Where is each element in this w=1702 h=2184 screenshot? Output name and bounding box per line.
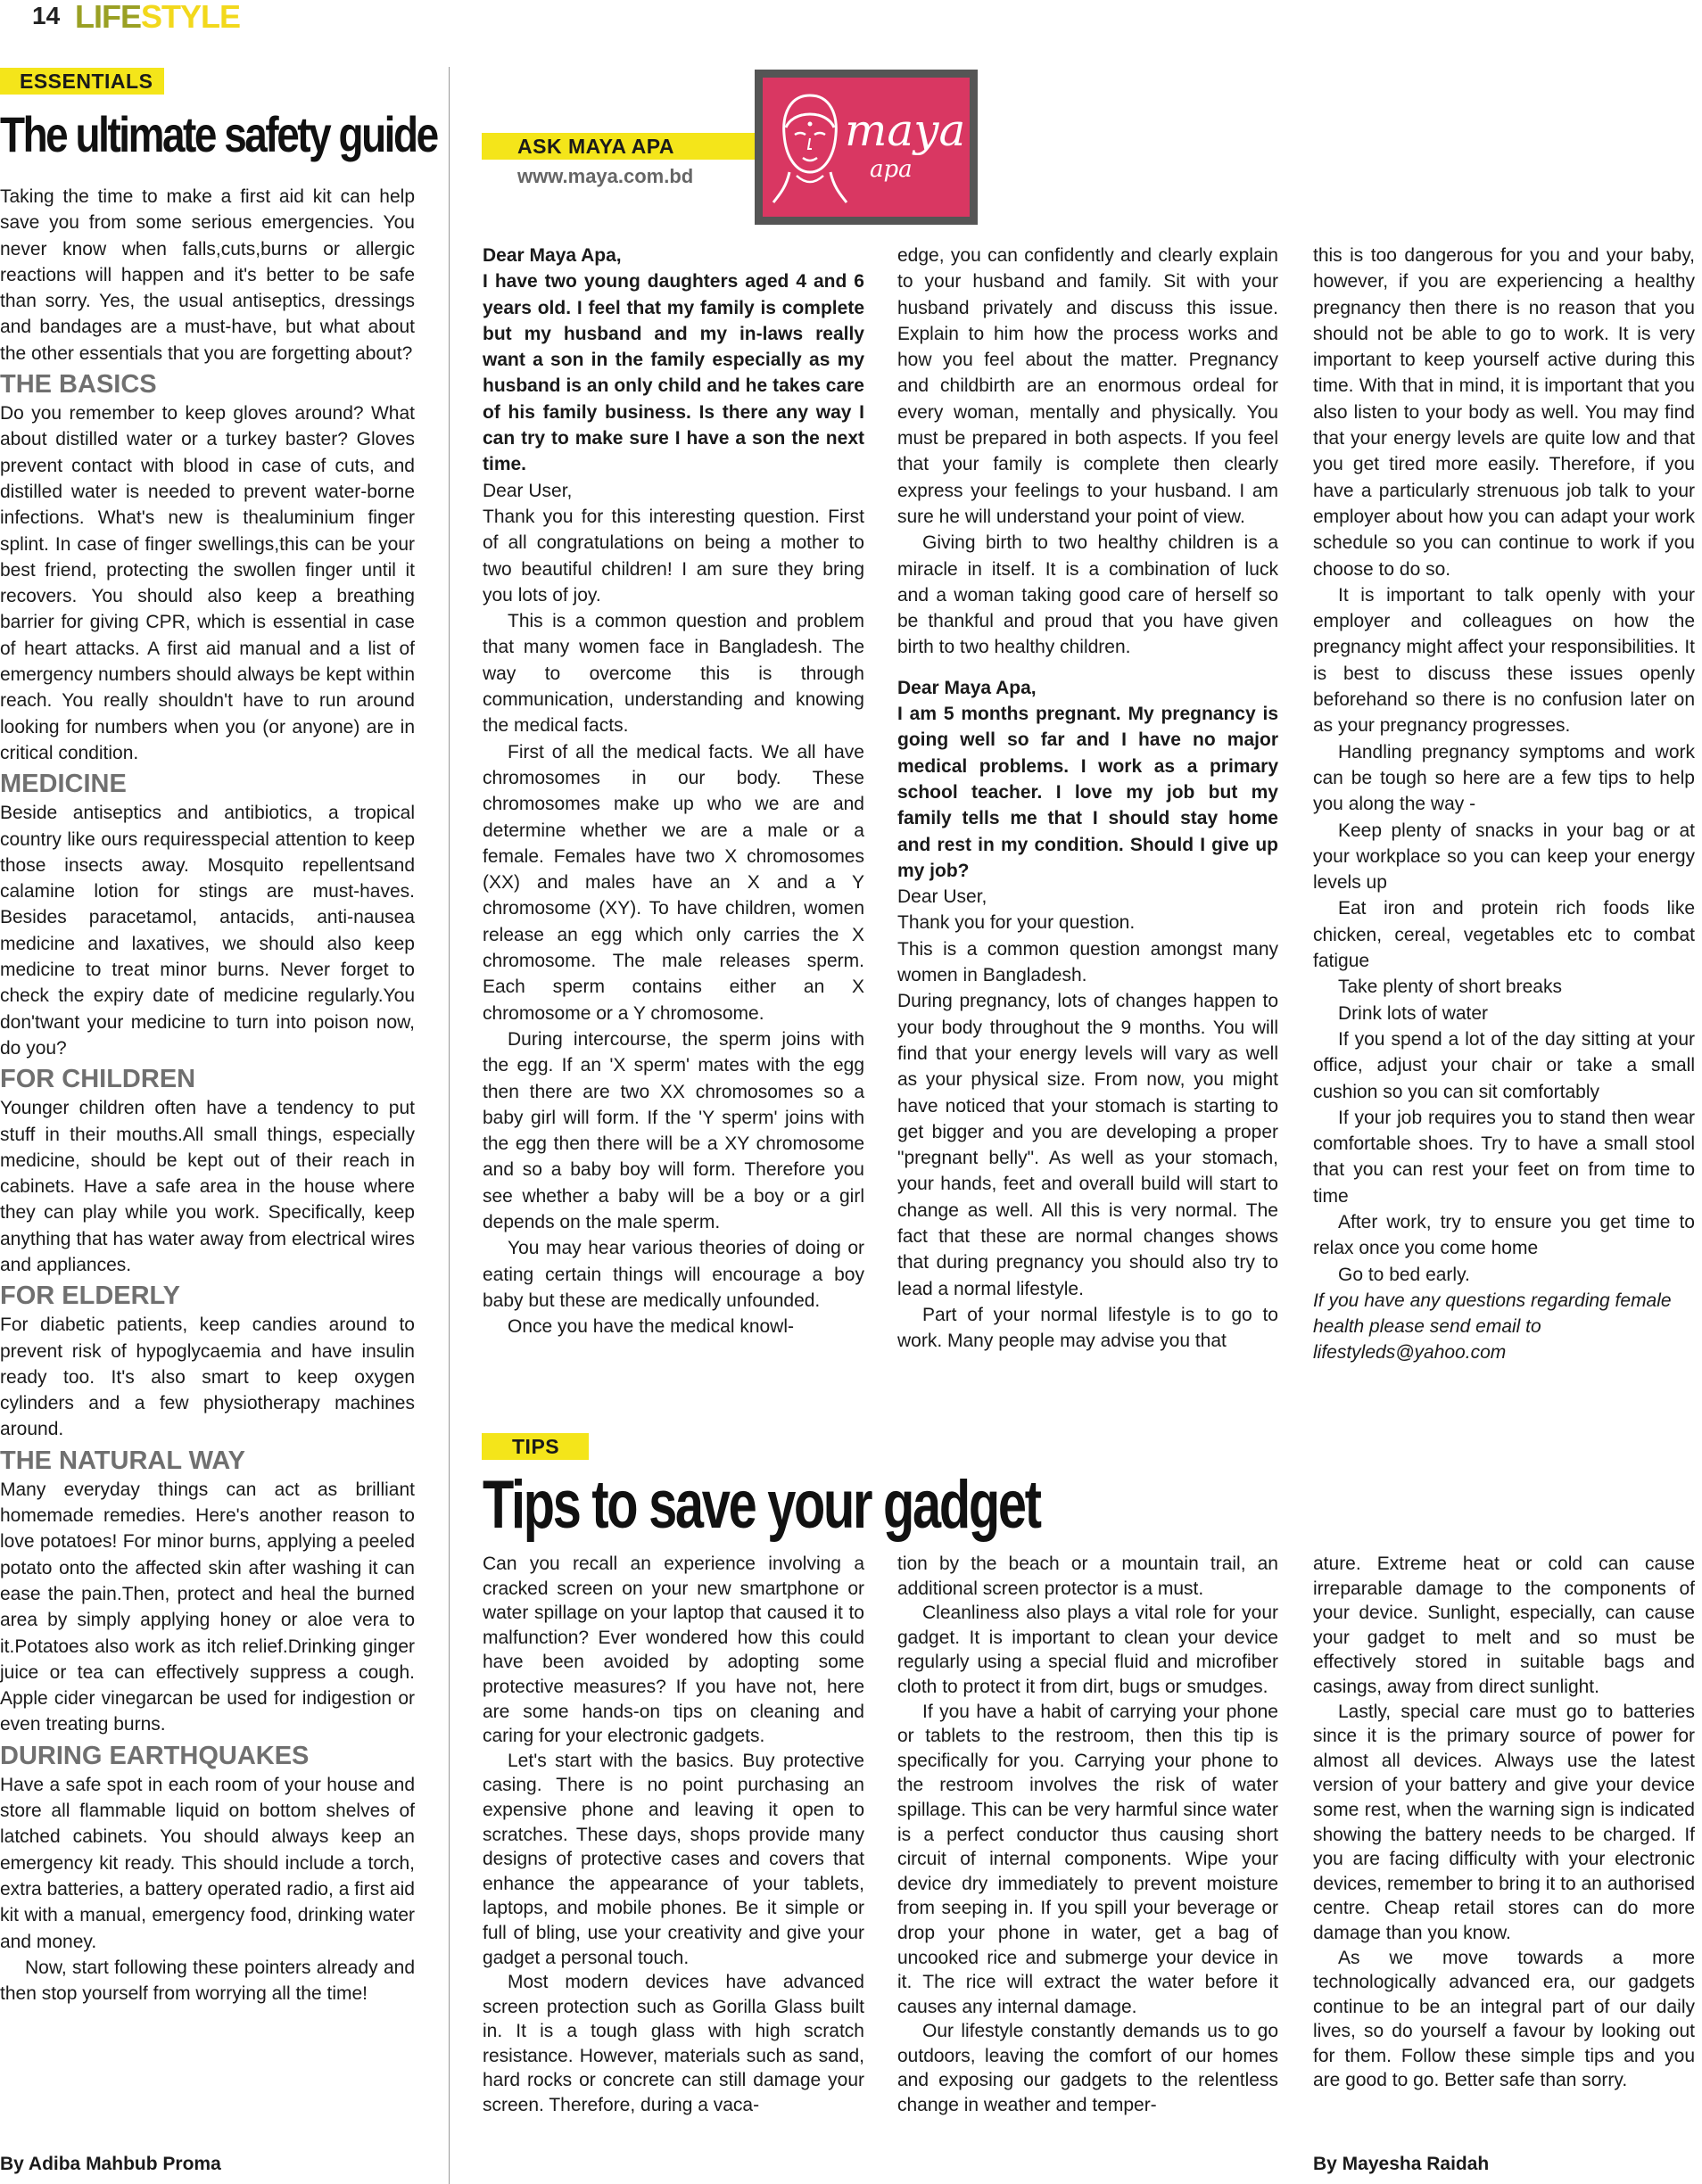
maya-a1-p7: edge, you can confidently and clearly explain to your husband and family. Sit with your husband privately and discuss this issue. Explain to him how the process works and how you feel about the matter. Pregnancy and childbirth are an enormous ordeal for every woman, mentally and physically. You must be prepared in both aspects. If you feel that your family is complete then clearly express your feelings to your husband. I am sure he will understand your point of view. <box>897 245 1278 527</box>
maya-q2-salutation: Dear Maya Apa, <box>897 677 1037 698</box>
maya-a2-p1: Thank you for your question. <box>897 912 1136 934</box>
maya-a1-p8: Giving birth to two healthy children is a miracle in itself. It is a combination of luck and a woman taking good care of herself so be thankful and proud that you have given birth to two healthy children. <box>897 532 1278 658</box>
earthquakes-body: Have a safe spot in each room of your house and store all flammable liquid on bottom shelves of latched cabinets. You should always keep an emergency kit ready. This should include a torch, extra batteries, a battery operated radio, a first aid kit with a manual, emergency food, drinking water and money. <box>0 1774 415 1952</box>
gadget-p9: Lastly, special care must go to batteries since it is the primary source of power for almost all devices. Always use the latest version of your battery and give your device some rest, when the warning sign is indicated showing the battery needs to be charged. If you are facing difficulty with your electronic devices, remember to bring it to an authorised centre. Cheap retail stores can do more damage than you know. <box>1313 1701 1695 1943</box>
gadget-p2: Let's start with the basics. Buy protective casing. There is no point purchasing an expensive phone and leaving it open to scratches. These days, shops provide many designs of protective cases and covers that enhance the appearance of your tablets, laptops, and mobile phones. Be it simple or full of bling, use your creativity and give your gadget a personal touch. <box>483 1750 864 1968</box>
maya-url: www.maya.com.bd <box>517 165 694 187</box>
gadget-p8: ature. Extreme heat or cold can cause irreparable damage to the components of your device. Sunlight, especially, can cause your gadget to melt and so must be effectively stored in suitable bags and casings, away from direct sunlight. <box>1313 1554 1695 1697</box>
essentials-tag: ESSENTIALS <box>0 68 164 95</box>
maya-a2-p7: Handling pregnancy symptoms and work can be tough so here are a few tips to help you along the way - <box>1313 741 1695 815</box>
maya-column-2 <box>897 243 1278 1354</box>
maya-a1-p3: First of all the medical facts. We all have chromosomes in our body. These chromosomes make up who we are and determine whether we are a male or a female. Females have two X chromosomes (XX) and males have an X and a Y chromosome (XY). To have children, women release an egg which only carries the X chromosome. The male releases sperm. Each sperm contains either an X chromosome or a Y chromosome. <box>483 741 864 1024</box>
maya-tip-item: Take plenty of short breaks <box>1338 977 1562 998</box>
maya-q1-salutation: Dear Maya Apa, <box>483 245 622 266</box>
maya-a2-p2: This is a common question amongst many women in Bangladesh. <box>897 938 1278 986</box>
elderly-body: For diabetic patients, keep candies around to prevent risk of hypoglycaemia and have insulin ready too. It's also smart to keep oxygen cylinders and a few physiotherapy machines around. <box>0 1315 415 1440</box>
maya-tip-item: If your job requires you to stand then wear comfortable shoes. Try to have a small stool that you can rest your feet on from time to time <box>1313 1107 1695 1207</box>
gadget-column-1 <box>483 1552 864 2118</box>
maya-a2-p5: this is too dangerous for you and your baby, however, if you are experiencing a healthy pregnancy then there is no reason that you should not be able to go to work. It is very important to keep yourself active during this time. With that in mind, it is important that you also listen to your body as well. You may find that your energy levels are quite low and that you get tired more easily. Therefore, if you have a particularly strenuous job talk to your employer about how you can adapt your work schedule so you can continue to work if you choose to do so. <box>1313 245 1695 580</box>
maya-tip-item: If you spend a lot of the day sitting at your office, adjust your chair or take a small cushion so you can sit comfortably <box>1313 1028 1695 1102</box>
gadget-p10: As we move towards a more technologically advanced era, our gadgets continue to be an integral part of our daily lives, so do yourself a favour by looking out for them. Follow these simple tips and you are good to go. Better safe than sorry. <box>1313 1947 1695 2091</box>
section-name-style: STYLE <box>141 0 241 35</box>
essentials-closing: Now, start following these pointers already and then stop yourself from worrying all the time! <box>0 1957 415 2005</box>
maya-logo-subtext: apa <box>870 156 913 183</box>
page-header <box>0 0 357 36</box>
maya-tip-item: Go to bed early. <box>1338 1264 1470 1285</box>
gadget-column-2 <box>897 1552 1278 2118</box>
earthquakes-heading: DURING EARTHQUAKES <box>0 1741 310 1770</box>
maya-q2-question: I am 5 months pregnant. My pregnancy is going well so far and I have no major medical problems. I work as a primary school teacher. I love my job but my family tells me that I should stay home and rest in my condition. Should I give up my job? <box>897 704 1278 881</box>
maya-a1-p4: During intercourse, the sperm joins with the egg. If an 'X sperm' mates with the egg then there are two XX chromosomes so a baby girl will form. If the 'Y sperm' joins with the egg then there will be a XY chromosome and so a baby boy will form. Therefore you see whether a baby will be a boy or a girl depends on the male sperm. <box>483 1028 864 1232</box>
gadget-p6: If you have a habit of carrying your phone or tablets to the restroom, then this tip is specifically for you. Carrying your phone to the restroom involves the risk of water spillage. This can be very harmful since water is a perfect conductor thus causing short circuit of internal components. Wipe your device dry immediately to prevent moisture from seeping in. If you spill your beverage or drop your phone in water, get a bag of uncooked rice and submerge your device in it. The rice will extract the water before it causes any internal damage. <box>897 1701 1278 2017</box>
maya-tag: ASK MAYA APA <box>482 133 803 160</box>
maya-a2-opening: Dear User, <box>897 886 987 908</box>
maya-column-1 <box>483 243 864 1339</box>
basics-heading: THE BASICS <box>0 370 157 400</box>
maya-a1-p2: This is a common question and problem that many women face in Bangladesh. The way to overcome this is through communication, understanding and knowing the medical facts. <box>483 611 864 737</box>
elderly-heading: FOR ELDERLY <box>0 1282 180 1311</box>
maya-a2-p6: It is important to talk openly with your employer and colleagues on how the pregnancy might affect your responsibilities. It is best to discuss these issues openly beforehand so there is no confusion later on as your pregnancy progresses. <box>1313 584 1695 737</box>
gadget-p3: Most modern devices have advanced screen protection such as Gorilla Glass built in. It is a tough glass with high scratch resistance. However, materials such as sand, hard rocks or concrete can still damage your screen. Therefore, during a vaca- <box>483 1972 864 2116</box>
maya-tip-item: After work, try to ensure you get time to relax once you come home <box>1313 1211 1695 1259</box>
maya-a2-p3: During pregnancy, lots of changes happen to your body throughout the 9 months. You will find that your energy levels will vary as well as your physical size. From now, you might have noticed that your stomach is starting to get bigger and you are developing a proper "pregnant belly". As well as your stomach, your hands, feet and overall build will start to change as well. All this is very normal. The fact that these are normal changes shows that during pregnancy you should also try to lead a normal lifestyle. <box>897 991 1278 1299</box>
gadget-p5: Cleanliness also plays a vital role for your gadget. It is important to clean your device regularly using a special fluid and microfiber cloth to protect it from dirt, bugs or smudges. <box>897 1603 1278 1697</box>
section-name-life: LIFE <box>75 0 141 35</box>
natural-body: Many everyday things can act as brilliant homemade remedies. Here's another reason to love potatoes! For minor burns, applying a peeled potato onto the affected skin after washing it can ease the pain.Then, protect and heal the burned area by simply applying honey or aloe vera to it.Potatoes also work as itch relief.Drinking ginger juice or tea can effectively suppress a cough. Apple cider vinegarcan be used for indigestion or even treating burns. <box>0 1479 415 1735</box>
gadget-p1: Can you recall an experience involving a cracked screen on your new smartphone or water spillage on your laptop that caused it to malfunction? Ever wondered how this could have been avoided by adopting some protective measures? If you have not, here are some hands-on tips on cleaning and caring for your electronic gadgets. <box>483 1554 864 1747</box>
basics-body: Do you remember to keep gloves around? What about distilled water or a turkey baster? Gloves prevent contact with blood in case of cuts, and distilled water is needed to prevent water-borne infections. What's new is thealuminium finger splint. In case of finger swellings,this can be your best friend, protecting the swollen finger until it recovers. You should also keep a breathing barrier for giving CPR, which is essential in case of heart attacks. A first aid manual and a list of emergency numbers should always be kept within reach. You really shouldn't have to run around looking for numbers when you (or anyone) are in critical condition. <box>0 403 415 763</box>
gadget-tag: TIPS <box>482 1433 589 1460</box>
maya-tip-item: Keep plenty of snacks in your bag or at your workplace so you can keep your energy levels up <box>1313 820 1695 894</box>
gadget-headline: Tips to save your gadget <box>483 1467 1040 1543</box>
maya-face-icon <box>770 88 850 204</box>
gadget-column-3 <box>1313 1552 1695 2093</box>
maya-logo-text: maya <box>845 104 966 156</box>
maya-q1-question: I have two young daughters aged 4 and 6 years old. I feel that my family is complete but my husband and my in-laws really want a son in the family especially as my husband is an only child and he takes care of his family business. Is there any way I can try to make sure I have a son the next time. <box>483 271 864 475</box>
maya-a1-opening: Dear User, <box>483 480 573 501</box>
gadget-p7: Our lifestyle constantly demands us to go outdoors, leaving the comfort of our homes and exposing our gadgets to the relentless change in weather and temper- <box>897 2021 1278 2116</box>
maya-tip-item: Drink lots of water <box>1338 1002 1489 1024</box>
gadget-byline: By Mayesha Raidah <box>1313 2154 1490 2174</box>
essentials-intro: Taking the time to make a first aid kit can help save you from some serious emergencies. You never know when falls,cuts,burns or allergic reactions will happen and it's better to be safe than sorry. Yes, the usual antiseptics, dressings and bandages are a must-have, but what about the other essentials that you are forgetting about? <box>0 186 415 364</box>
gadget-p4: tion by the beach or a mountain trail, an additional screen protector is a must. <box>897 1554 1278 1599</box>
children-heading: FOR CHILDREN <box>0 1065 196 1094</box>
maya-a1-p5: You may hear various theories of doing or eating certain things will encourage a boy baby but these are medically unfounded. <box>483 1238 864 1311</box>
maya-a1-p6: Once you have the medical knowl- <box>508 1316 794 1338</box>
maya-tip-item: Eat iron and protein rich foods like chicken, cereal, vegetables etc to combat fatigue <box>1313 898 1695 972</box>
essentials-byline: By Adiba Mahbub Proma <box>0 2154 221 2174</box>
maya-logo-inner <box>763 78 970 217</box>
medicine-heading: MEDICINE <box>0 770 127 799</box>
essentials-article <box>0 184 415 2007</box>
maya-a2-p4: Part of your normal lifestyle is to go to work. Many people may advise you that <box>897 1304 1278 1352</box>
maya-logo <box>755 70 978 225</box>
essentials-headline: The ultimate safety guide <box>0 106 437 162</box>
maya-column-3 <box>1313 243 1695 1366</box>
maya-closing-note: If you have any questions regarding female health please send email to lifestyleds@yahoo.com <box>1313 1290 1672 1364</box>
children-body: Younger children often have a tendency to put stuff in their mouths.All small things, especially medicine, should be kept out of their reach in cabinets. Have a safe area in the house where they can play while you work. Specifically, keep anything that has water away from electrical wires and appliances. <box>0 1098 415 1275</box>
page-number: 14 <box>32 2 61 29</box>
medicine-body: Beside antiseptics and antibiotics, a tropical country like ours requiresspecial attention to keep those insects away. Mosquito repellentsand calamine lotion for stings are must-haves. Besides paracetamol, antacids, anti-nausea medicine and laxatives, we should also keep medicine to treat minor burns. Never forget to check the expiry date of medicine regularly.You don'twant your medicine to turn into poison now, do you? <box>0 803 415 1059</box>
section-name <box>75 0 240 36</box>
maya-a1-p1: Thank you for this interesting question. First of all congratulations on being a mother to two beautiful children! I am sure they bring you lots of joy. <box>483 506 864 606</box>
column-divider <box>449 67 450 2184</box>
natural-heading: THE NATURAL WAY <box>0 1446 245 1475</box>
